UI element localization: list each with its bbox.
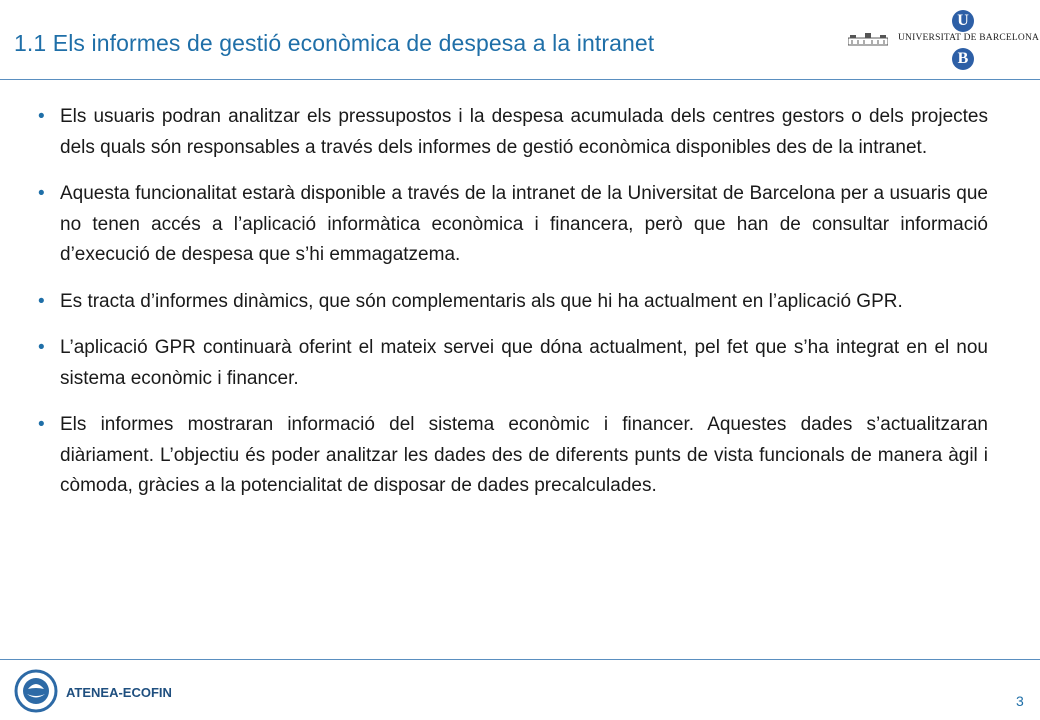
university-building-icon (848, 32, 888, 46)
bullet-item (38, 410, 988, 502)
bullet-icon: • (38, 106, 45, 127)
footer-divider (0, 659, 1040, 660)
bullet-item (38, 287, 988, 318)
atenea-logo-icon (14, 667, 62, 715)
university-name: UNIVERSITAT DE BARCELONA (898, 33, 1040, 43)
bullet-text: L’aplicació GPR continuarà oferint el mateix servei que dóna actualment, pel fet que s’ha integrat en el nou sistema econòmic i financer. (60, 337, 988, 389)
footer-logo-text: ATENEA-ECOFIN (66, 685, 172, 700)
bullet-icon: • (38, 414, 45, 435)
header-divider (0, 79, 1040, 80)
bullet-text: Aquesta funcionalitat estarà disponible a través de la intranet de la Universitat de Barcelona per a usuaris que no tenen accés a l’aplicació informàtica econòmica i financera, però que han de consultar informació d’execució de despesa que s’hi emmagatzema. (60, 183, 988, 265)
university-b-badge: B (952, 48, 974, 70)
bullet-text: Es tracta d’informes dinàmics, que són complementaris als que hi ha actualment en l’aplicació GPR. (60, 290, 903, 312)
university-u-badge: U (952, 10, 974, 32)
bullet-icon: • (38, 183, 45, 204)
page-number: 3 (1016, 693, 1024, 709)
bullet-item (38, 333, 988, 394)
bullet-item (38, 179, 988, 271)
bullet-text: Els usuaris podran analitzar els pressupostos i la despesa acumulada dels centres gestors o dels projectes dels quals són responsables a través dels informes de gestió econòmica disponibles des de la intranet. (60, 106, 988, 158)
bullet-icon: • (38, 337, 45, 358)
bullet-icon: • (38, 290, 45, 312)
university-logo (848, 10, 1038, 72)
bullet-text: Els informes mostraran informació del sistema econòmic i financer. Aquestes dades s’actualitzaran diàriament. L’objectiu és poder analitzar les dades des de diferents punts de vista funcionals de manera àgil i còmoda, gràcies a la potencialitat de disposar de dades precalculades. (60, 414, 988, 496)
slide-title: 1.1 Els informes de gestió econòmica de despesa a la intranet (14, 30, 655, 56)
bullet-list (38, 102, 988, 518)
bullet-item (38, 102, 988, 163)
footer-logo (14, 667, 204, 715)
